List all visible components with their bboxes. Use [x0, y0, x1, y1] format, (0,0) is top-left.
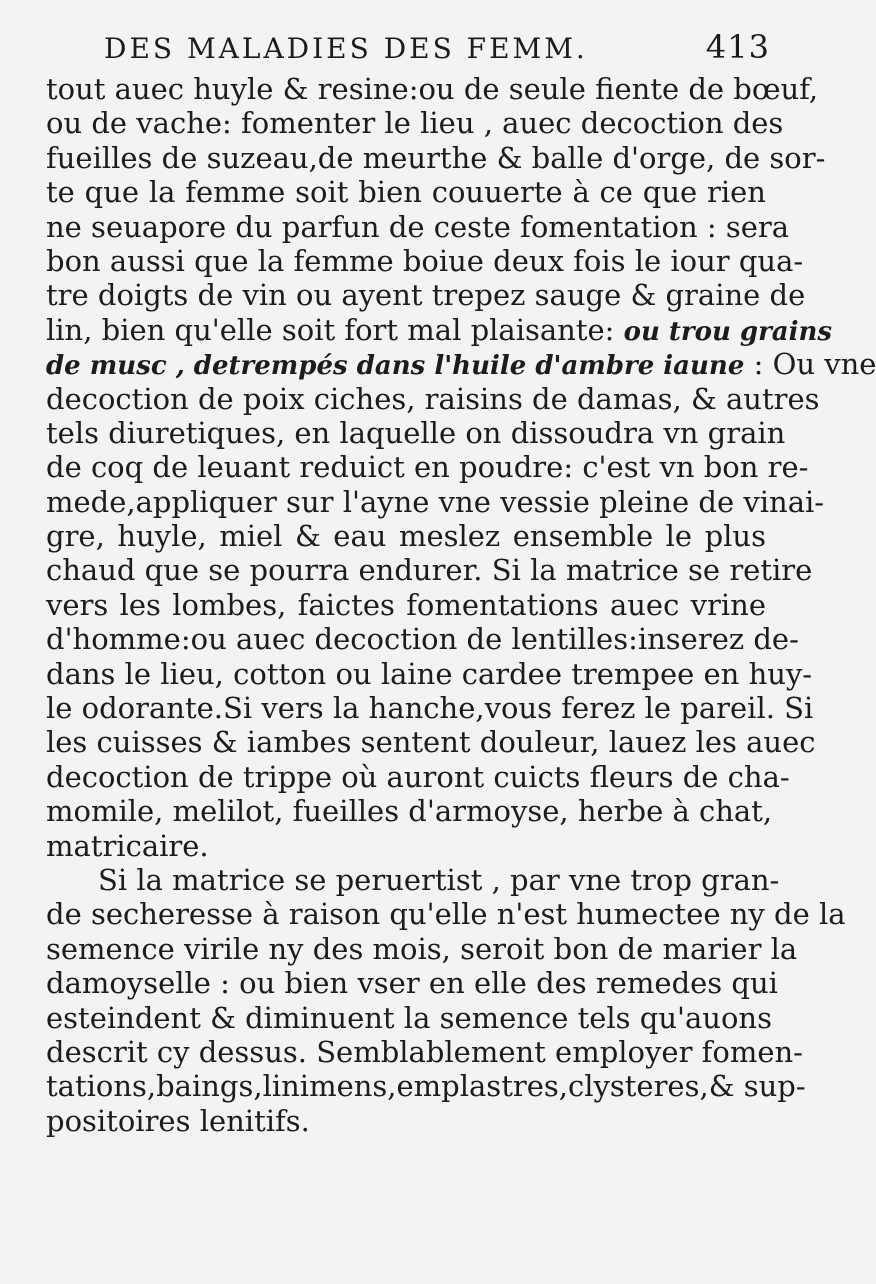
- text-line: esteindent & diminuent la semence tels qu'auons: [46, 1000, 772, 1035]
- text-line: ne seuapore du parfun de ceste fomentation : sera: [46, 209, 790, 244]
- text-line: positoires lenitifs.: [46, 1103, 310, 1138]
- text-body: [46, 72, 876, 1138]
- text-line: vers les lombes, faictes fomentations auec vrine: [46, 587, 766, 622]
- text-line: tels diuretiques, en laquelle on dissoudra vn grain: [46, 415, 786, 450]
- text-line: ou de vache: fomenter le lieu , auec decoction des: [46, 106, 784, 141]
- text-line: de musc , detrempés dans l'huile d'ambre iaune : Ou vne: [46, 347, 876, 382]
- text-line: dans le lieu, cotton ou laine cardee trempee en huy-: [46, 656, 813, 691]
- text-line: le odorante.Si vers la hanche,vous ferez le pareil. Si: [46, 691, 814, 726]
- text-line: lin, bien qu'elle soit fort mal plaisante: ou trou grains: [46, 312, 833, 347]
- text-line: de secheresse à raison qu'elle n'est humectee ny de la: [46, 897, 846, 932]
- text-line: descrit cy dessus. Semblablement employer fomen-: [46, 1034, 803, 1069]
- text-line: chaud que se pourra endurer. Si la matrice se retire: [46, 553, 813, 588]
- text-line: mede,appliquer sur l'ayne vne vessie pleine de vinai-: [46, 484, 825, 519]
- text-line: les cuisses & iambes sentent douleur, lauez les auec: [46, 725, 816, 760]
- text-line: gre, huyle, miel & eau meslez ensemble le plus: [46, 519, 766, 554]
- text-line: momile, melilot, fueilles d'armoyse, herbe à chat,: [46, 794, 773, 829]
- text-line: de coq de leuant reduict en poudre: c'est vn bon re-: [46, 450, 809, 485]
- page-number: 413: [705, 28, 770, 66]
- italic-text: de musc , detrempés dans l'huile d'ambre iaune: [46, 351, 745, 382]
- text-line: tout auec huyle & resine:ou de seule fiente de bœuf,: [46, 72, 819, 106]
- text-line: fueilles de suzeau,de meurthe & balle d'orge, de sor-: [46, 140, 826, 175]
- running-title: DES MALADIES DES FEMM.: [104, 32, 588, 65]
- italic-text: ou trou grains: [623, 316, 833, 347]
- text-line: semence virile ny des mois, seroit bon de marier la: [46, 931, 798, 966]
- text-line: matricaire.: [46, 828, 209, 863]
- text-line: tre doigts de vin ou ayent trepez sauge & graine de: [46, 278, 806, 313]
- text-line: te que la femme soit bien couuerte à ce que rien: [46, 175, 766, 210]
- text-line: bon aussi que la femme boiue deux fois le iour qua-: [46, 243, 804, 278]
- text-line: d'homme:ou auec decoction de lentilles:inserez de-: [46, 622, 799, 657]
- text-line: decoction de trippe où auront cuicts fleurs de cha-: [46, 759, 790, 794]
- text-line: decoction de poix ciches, raisins de damas, & autres: [46, 381, 820, 416]
- text-line: Si la matrice se peruertist , par vne trop gran-: [98, 862, 780, 897]
- text-line: tations,baings,linimens,emplastres,clysteres,& sup-: [46, 1069, 806, 1104]
- text-line: damoyselle : ou bien vser en elle des remedes qui: [46, 966, 778, 1001]
